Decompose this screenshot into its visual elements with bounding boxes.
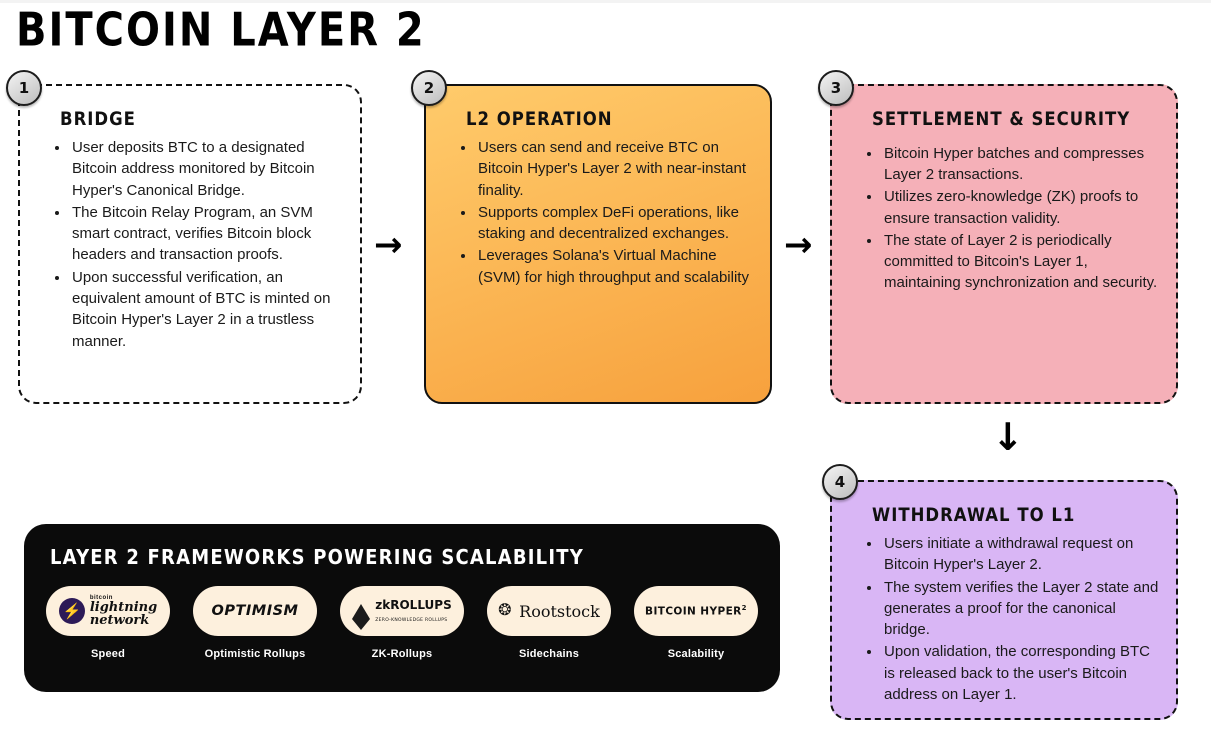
framework-item-bitcoin-hyper [632, 586, 760, 660]
list-item: • The system verifies the Layer 2 state and generates a proof for the canonical bridge. [882, 577, 1160, 641]
framework-caption-zk-rollups: ZK-Rollups [371, 648, 433, 660]
framework-item-optimism [191, 586, 319, 660]
list-item: • Upon successful verification, an equivalent amount of BTC is minted on Bitcoin Hyper's Layer 2 in a trustless manner. [70, 267, 344, 352]
optimism-logo [193, 586, 317, 636]
step-bullets-2 [442, 137, 754, 288]
step-card-settlement-security [830, 84, 1178, 404]
top-strip [0, 0, 1211, 3]
zkrollups-logo [340, 586, 464, 636]
list-item: • Users can send and receive BTC on Bitcoin Hyper's Layer 2 with near-instant finality. [476, 137, 754, 201]
frameworks-panel [24, 524, 780, 692]
zkrollups-logo-text: zkROLLUPS [375, 597, 452, 612]
arrow-right-2to3: → [784, 225, 813, 265]
optimism-logo-text: OPTIMISM [211, 603, 299, 619]
step-card-withdrawal-to-l1 [830, 480, 1178, 720]
step-badge-2: 2 [411, 70, 447, 106]
zkrollups-logo-sub: ZERO-KNOWLEDGE ROLLUPS [375, 617, 448, 623]
list-item: • Utilizes zero-knowledge (ZK) proofs to ensure transaction validity. [882, 186, 1160, 229]
bitcoin-hyper-logo [634, 586, 758, 636]
lightning-network-logo [46, 586, 170, 636]
step-card-l2-operation [424, 84, 772, 404]
lightning-logo-top: bitcoin [89, 595, 113, 601]
step-bullets-4 [848, 533, 1160, 705]
step-bullets-1 [36, 137, 344, 352]
frameworks-logo-row [44, 586, 760, 660]
step-title-3: SETTLEMENT & SECURITY [872, 108, 1131, 130]
framework-caption-optimistic-rollups: Optimistic Rollups [204, 648, 306, 660]
step-bullets-3 [848, 143, 1160, 294]
rootstock-logo [487, 586, 611, 636]
step-title-2: L2 OPERATION [466, 108, 613, 130]
step-badge-4: 4 [822, 464, 858, 500]
list-item: • Leverages Solana's Virtual Machine (SVM) for high throughput and scalability [476, 245, 754, 288]
bitcoin-hyper-logo-sup: 2 [741, 604, 747, 613]
bitcoin-hyper-logo-text: BITCOIN HYPER [645, 605, 742, 618]
framework-caption-scalability: Scalability [667, 648, 725, 660]
frameworks-title: LAYER 2 FRAMEWORKS POWERING SCALABILITY [50, 546, 584, 570]
list-item: • Upon validation, the corresponding BTC is released back to the user's Bitcoin address on Layer 1. [882, 641, 1160, 705]
list-item: • Bitcoin Hyper batches and compresses Layer 2 transactions. [882, 143, 1160, 186]
step-badge-1: 1 [6, 70, 42, 106]
step-badge-3: 3 [818, 70, 854, 106]
rootstock-logo-text: Rootstock [519, 601, 600, 621]
bolt-icon: ⚡ [59, 598, 85, 624]
list-item: • The Bitcoin Relay Program, an SVM smart contract, verifies Bitcoin block headers and transaction proofs. [70, 202, 344, 266]
rootstock-mark-icon: ❂ [498, 602, 512, 619]
list-item: • Supports complex DeFi operations, like staking and decentralized exchanges. [476, 202, 754, 245]
ethereum-diamond-icon [352, 604, 370, 619]
step-title-1: BRIDGE [60, 108, 136, 130]
list-item: • The state of Layer 2 is periodically committed to Bitcoin's Layer 1, maintaining synchronization and security. [882, 230, 1160, 294]
list-item: • Users initiate a withdrawal request on Bitcoin Hyper's Layer 2. [882, 533, 1160, 576]
arrow-right-1to2: → [374, 225, 403, 265]
framework-caption-speed: Speed [90, 648, 125, 660]
list-item: • User deposits BTC to a designated Bitcoin address monitored by Bitcoin Hyper's Canonical Bridge. [70, 137, 344, 201]
arrow-down-3to4: ↓ [992, 415, 1024, 459]
framework-item-lightning [44, 586, 172, 660]
step-title-4: WITHDRAWAL TO L1 [872, 504, 1076, 526]
framework-caption-sidechains: Sidechains [518, 648, 580, 660]
step-card-bridge [18, 84, 362, 404]
framework-item-zkrollups [338, 586, 466, 660]
framework-item-rootstock [485, 586, 613, 660]
lightning-logo-line1: lightning [89, 600, 158, 615]
lightning-logo-line2: network [89, 613, 150, 628]
page-title: BITCOIN LAYER 2 [16, 4, 426, 57]
